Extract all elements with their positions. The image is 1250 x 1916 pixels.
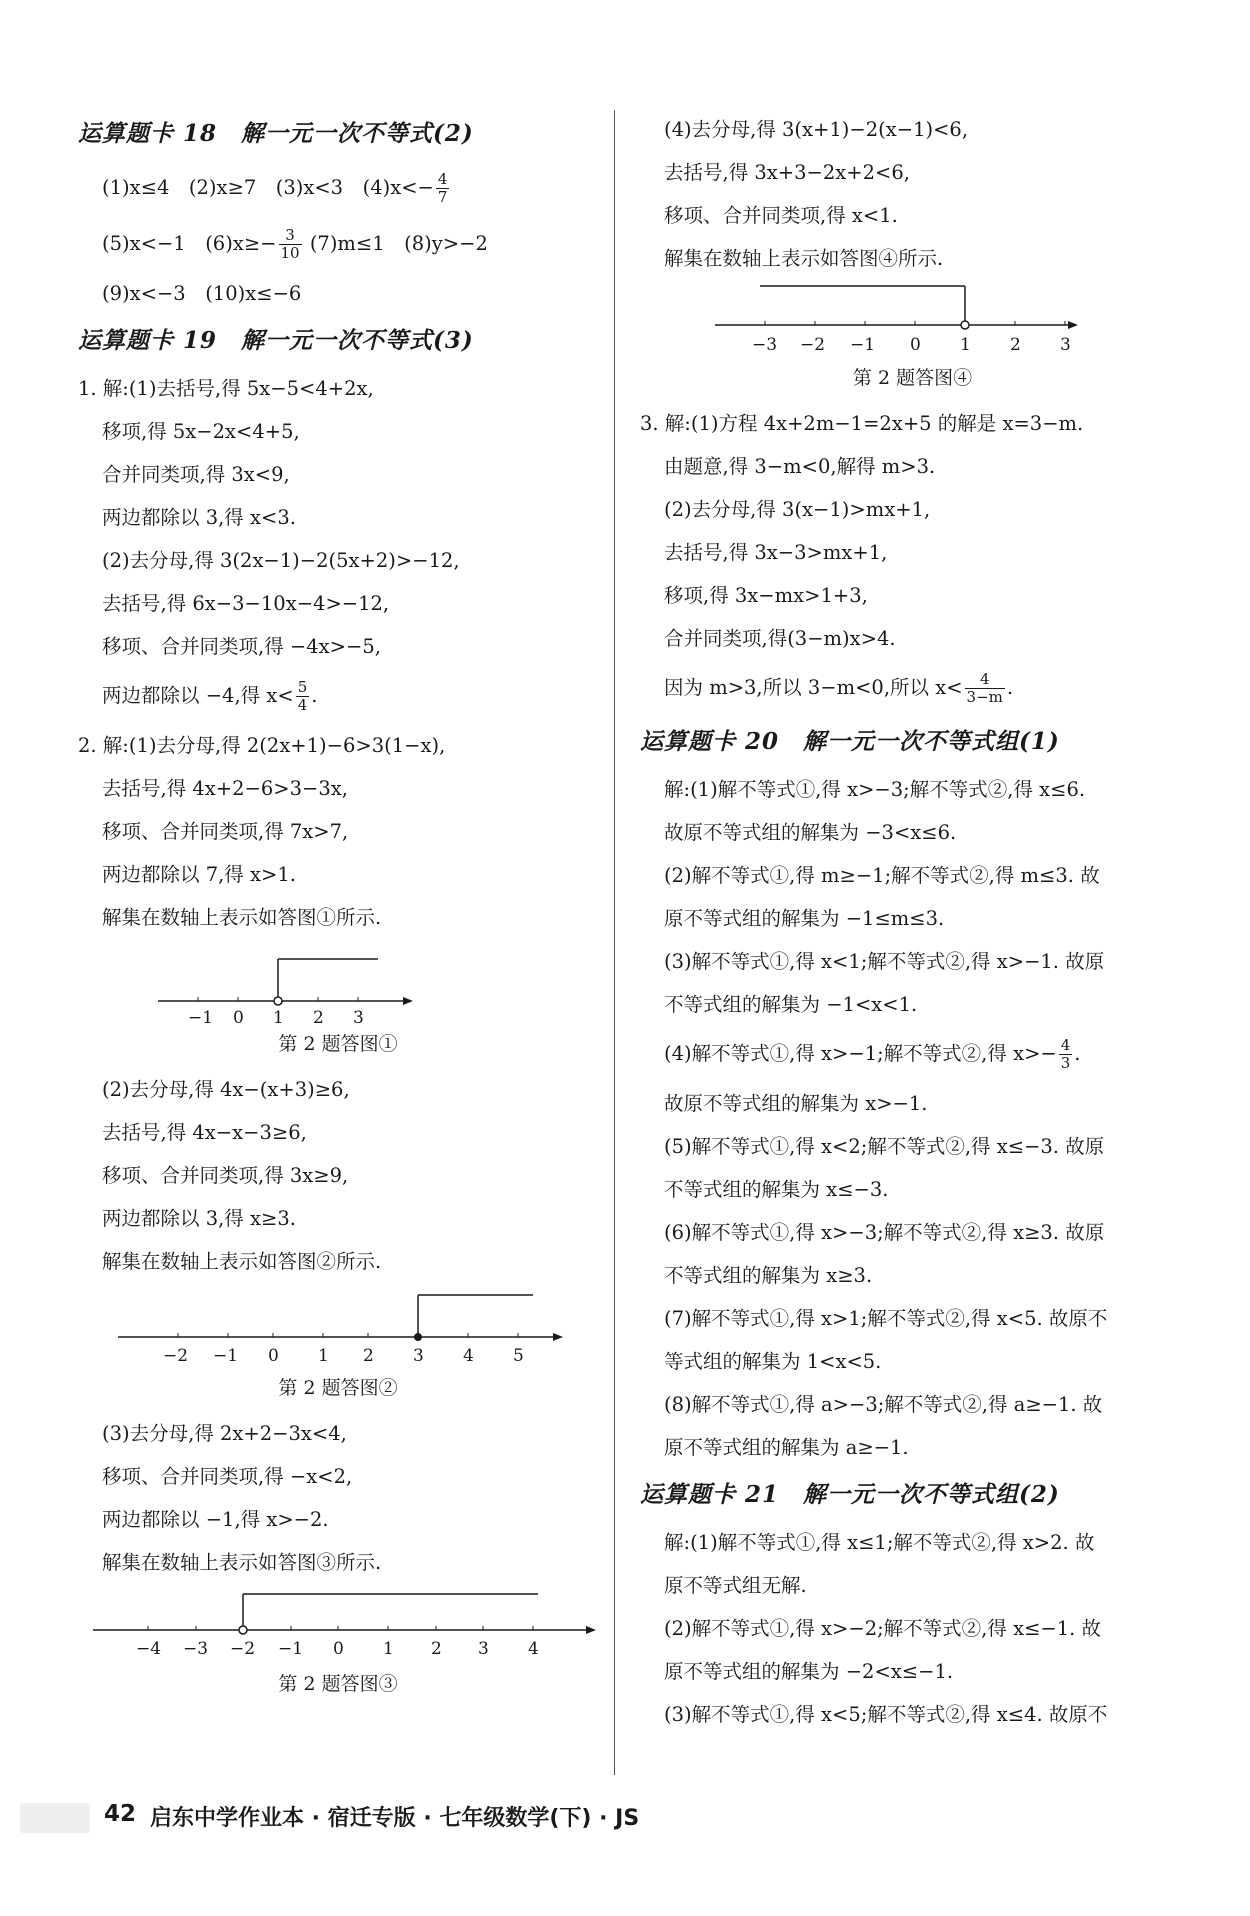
tick-label: −2 <box>800 335 826 355</box>
text-line: 由题意,得 3−m<0,解得 m>3. <box>664 455 936 478</box>
column-divider <box>614 110 615 1775</box>
text-line: 解集在数轴上表示如答图④所示. <box>664 247 944 270</box>
fraction: $\frac{5}{4}$ <box>297 678 308 714</box>
text-line: 去括号,得 4x+2−6>3−3x, <box>102 777 348 800</box>
tick-label: 1 <box>273 1008 284 1024</box>
text-line: 解集在数轴上表示如答图②所示. <box>102 1250 382 1273</box>
text-line: (6)解不等式①,得 x>−3;解不等式②,得 x≥3. 故原 <box>664 1221 1105 1244</box>
figure-caption: 第 2 题答图④ <box>852 367 973 389</box>
text-line: (4)去分母,得 3(x+1)−2(x−1)<6, <box>664 118 969 141</box>
text-line: (4)解不等式①,得 x>−1;解不等式②,得 x>− $\frac{4}{3}$ . <box>664 1036 1081 1072</box>
tick-label: 0 <box>333 1639 344 1659</box>
text-line: 原不等式组的解集为 a≥−1. <box>664 1436 909 1459</box>
text-line: 故原不等式组的解集为 x>−1. <box>664 1092 928 1115</box>
text-line: 两边都除以 −1,得 x>−2. <box>102 1508 329 1531</box>
text-line: 移项、合并同类项,得 3x≥9, <box>102 1164 349 1187</box>
text-line: (2)去分母,得 3(x−1)>mx+1, <box>664 498 931 521</box>
fraction: $\frac{3}{10}$ <box>280 226 300 262</box>
fraction: $\frac{4}{3-m}$ <box>966 670 1003 706</box>
text-line: 移项,得 3x−mx>1+3, <box>664 584 868 607</box>
text-line: 3. 解:(1)方程 4x+2m−1=2x+5 的解是 x=3−m. <box>640 412 1084 435</box>
right-column <box>640 108 1185 1736</box>
figure-caption: 第 2 题答图② <box>278 1377 398 1399</box>
text-line: 解:(1)解不等式①,得 x>−3;解不等式②,得 x≤6. <box>664 778 1086 801</box>
number-line-1-svg <box>78 939 598 1024</box>
text-line: 2. 解:(1)去分母,得 2(2x+1)−6>3(1−x), <box>78 734 446 757</box>
book-title: 启东中学作业本 · 宿迁专版 · 七年级数学(下) · JS <box>150 1806 640 1831</box>
tick-label: 0 <box>268 1346 279 1366</box>
tick-label: −4 <box>136 1639 162 1659</box>
fraction: $\frac{4}{7}$ <box>437 170 448 206</box>
text-line: 去括号,得 6x−3−10x−4>−12, <box>102 592 390 615</box>
tick-label: 1 <box>960 335 971 355</box>
tick-label: 0 <box>910 335 921 355</box>
text-line: 不等式组的解集为 −1<x<1. <box>664 993 918 1016</box>
tick-label: −2 <box>163 1346 189 1366</box>
page-footer <box>0 1797 1250 1837</box>
text-line: 去括号,得 3x−3>mx+1, <box>664 541 888 564</box>
tick-label: 0 <box>233 1008 244 1024</box>
text-line: 去括号,得 4x−x−3≥6, <box>102 1121 307 1144</box>
text-line: 合并同类项,得(3−m)x>4. <box>664 627 896 650</box>
text-line: 原不等式组无解. <box>664 1574 807 1597</box>
text-line: (7)解不等式①,得 x>1;解不等式②,得 x<5. 故原不 <box>664 1307 1108 1330</box>
text-line: 解集在数轴上表示如答图①所示. <box>102 906 382 929</box>
ticks <box>163 1333 524 1366</box>
card18-row-3: (9)x<−3 (10)x≤−6 <box>102 282 302 305</box>
number-line-2-svg <box>78 1283 598 1368</box>
text-line: (3)去分母,得 2x+2−3x<4, <box>102 1422 347 1445</box>
text-line: 两边都除以 3,得 x≥3. <box>102 1207 296 1230</box>
text-line: 移项、合并同类项,得 x<1. <box>664 204 898 227</box>
text-line: 原不等式组的解集为 −2<x≤−1. <box>664 1660 954 1683</box>
text-line: (3)解不等式①,得 x<1;解不等式②,得 x>−1. 故原 <box>664 950 1105 973</box>
figure-caption: 第 2 题答图③ <box>278 1673 398 1695</box>
left-column <box>78 108 598 1708</box>
text-line: 1. 解:(1)去括号,得 5x−5<4+2x, <box>78 377 374 400</box>
card18-row-2: (5)x<−1 (6)x≥− $\frac{3}{10}$ (7)m≤1 (8)y>−2 <box>102 226 488 262</box>
card18-row-1: (1)x≤4 (2)x≥7 (3)x<3 (4)x<− $\frac{4}{7}$ <box>102 170 448 206</box>
tick-label: 4 <box>463 1346 474 1366</box>
text-line: 故原不等式组的解集为 −3<x≤6. <box>664 821 957 844</box>
ticks <box>136 1626 539 1659</box>
tick-label: 3 <box>413 1346 424 1366</box>
text-line: 移项、合并同类项,得 −4x>−5, <box>102 635 381 658</box>
text-line: 两边都除以 −4,得 x< $\frac{5}{4}$ . <box>102 678 318 714</box>
tick-label: −1 <box>850 335 876 355</box>
tick-label: −1 <box>188 1008 214 1024</box>
text-line: 原不等式组的解集为 −1≤m≤3. <box>664 907 945 930</box>
tick-label: 5 <box>513 1346 524 1366</box>
number-line-3-svg <box>78 1584 598 1664</box>
page-number: 42 <box>104 1801 137 1827</box>
tick-label: −3 <box>752 335 778 355</box>
text-line: 移项、合并同类项,得 7x>7, <box>102 820 349 843</box>
tick-label: 4 <box>528 1639 539 1659</box>
tick-label: 3 <box>353 1008 364 1024</box>
tick-label: 2 <box>363 1346 374 1366</box>
text-line: 不等式组的解集为 x≥3. <box>664 1264 873 1287</box>
card19-title: 运算题卡 19 解一元一次不等式(3) <box>78 327 474 354</box>
footer-tab <box>20 1803 90 1833</box>
card21-title: 运算题卡 21 解一元一次不等式组(2) <box>640 1481 1060 1508</box>
tick-label: −1 <box>278 1639 304 1659</box>
fraction: $\frac{4}{3}$ <box>1060 1036 1071 1072</box>
text-line: (2)解不等式①,得 m≥−1;解不等式②,得 m≤3. 故 <box>664 864 1100 887</box>
text-line: 合并同类项,得 3x<9, <box>102 463 290 486</box>
text-line: (3)解不等式①,得 x<5;解不等式②,得 x≤4. 故原不 <box>664 1703 1108 1726</box>
text-line: 两边都除以 3,得 x<3. <box>102 506 296 529</box>
tick-label: −2 <box>230 1639 256 1659</box>
tick-label: 2 <box>313 1008 324 1024</box>
text-line: 移项,得 5x−2x<4+5, <box>102 420 300 443</box>
tick-label: 3 <box>1060 335 1071 355</box>
text-line: 去括号,得 3x+3−2x+2<6, <box>664 161 910 184</box>
number-line-3 <box>78 1584 598 1664</box>
tick-label: 2 <box>431 1639 442 1659</box>
tick-label: 3 <box>478 1639 489 1659</box>
text-line: 解集在数轴上表示如答图③所示. <box>102 1551 382 1574</box>
tick-label: 1 <box>318 1346 329 1366</box>
text-line: 解:(1)解不等式①,得 x≤1;解不等式②,得 x>2. 故 <box>664 1531 1095 1554</box>
text-line: (8)解不等式①,得 a>−3;解不等式②,得 a≥−1. 故 <box>664 1393 1103 1416</box>
tick-label: −3 <box>183 1639 209 1659</box>
number-line-2 <box>78 1283 598 1368</box>
number-line-4-svg <box>640 280 1185 358</box>
ticks <box>752 321 1071 355</box>
text-line: 等式组的解集为 1<x<5. <box>664 1350 882 1373</box>
card20-title: 运算题卡 20 解一元一次不等式组(1) <box>640 728 1060 755</box>
tick-label: 1 <box>383 1639 394 1659</box>
number-line-1 <box>78 939 598 1024</box>
text-line: (2)去分母,得 4x−(x+3)≥6, <box>102 1078 350 1101</box>
number-line-4 <box>640 280 1185 358</box>
figure-caption: 第 2 题答图① <box>278 1033 398 1055</box>
tick-label: −1 <box>213 1346 239 1366</box>
text-line: 不等式组的解集为 x≤−3. <box>664 1178 889 1201</box>
text-line: (5)解不等式①,得 x<2;解不等式②,得 x≤−3. 故原 <box>664 1135 1105 1158</box>
text-line: 移项、合并同类项,得 −x<2, <box>102 1465 353 1488</box>
card18-title: 运算题卡 18 解一元一次不等式(2) <box>78 120 474 147</box>
text-line: (2)解不等式①,得 x>−2;解不等式②,得 x≤−1. 故 <box>664 1617 1102 1640</box>
text-line: 因为 m>3,所以 3−m<0,所以 x< $\frac{4}{3-m}$ . <box>664 670 1014 706</box>
text-line: 两边都除以 7,得 x>1. <box>102 863 296 886</box>
tick-label: 2 <box>1010 335 1021 355</box>
text-line: (2)去分母,得 3(2x−1)−2(5x+2)>−12, <box>102 549 460 572</box>
